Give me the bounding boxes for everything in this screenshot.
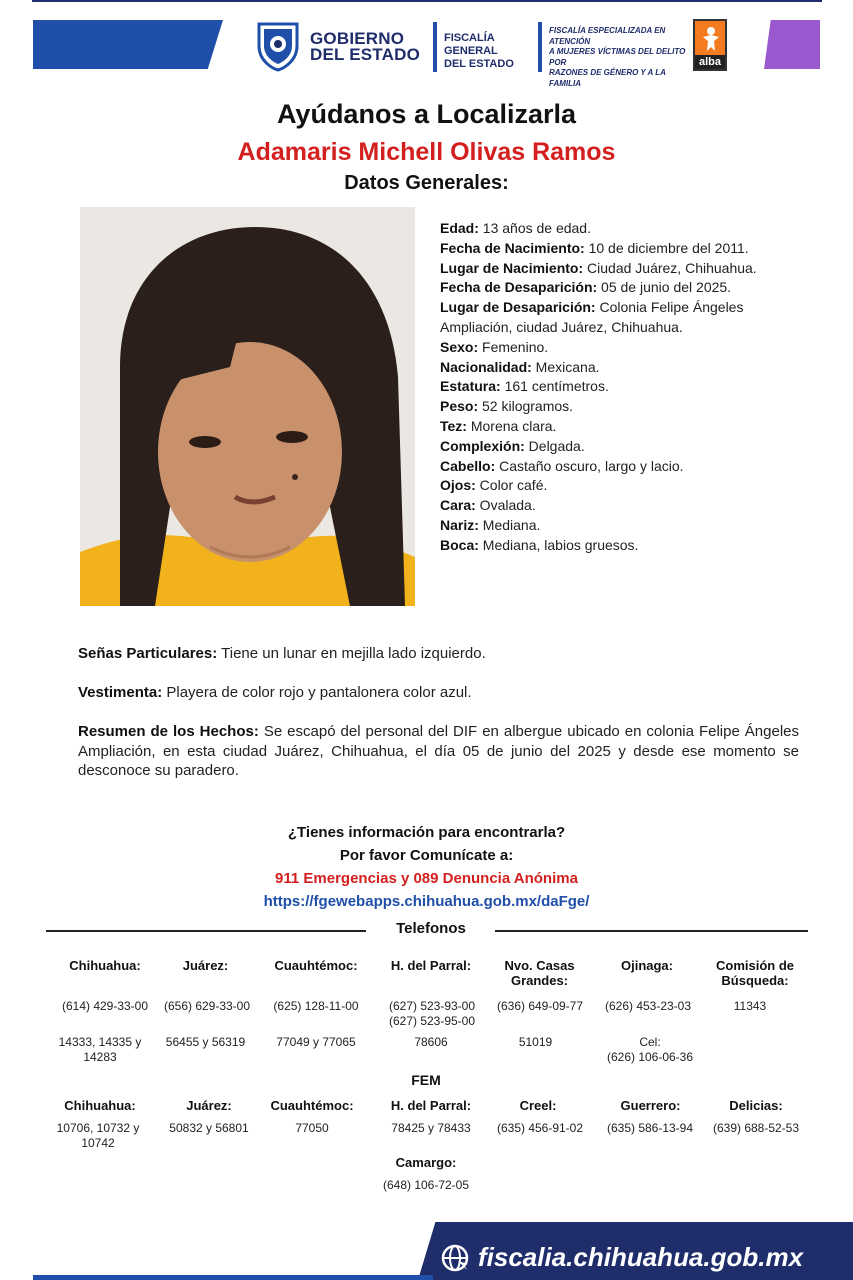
header-divider	[433, 22, 437, 72]
page-title: Ayúdanos a Localizarla	[276, 99, 577, 129]
header-purple-band	[764, 20, 820, 69]
tel-cell: 77049 y 77065	[276, 1035, 356, 1049]
fem-cell: 78425 y 78433	[391, 1121, 471, 1135]
tel-cell: 51019	[518, 1035, 553, 1049]
state-shield-icon	[255, 20, 301, 72]
tel-cell: (626) 453-23-03	[604, 999, 692, 1013]
telefonos-rule-left	[46, 930, 366, 932]
globe-icon	[440, 1243, 470, 1273]
fem-header: Creel:	[519, 1098, 557, 1113]
detail-lugar-desaparicion: Lugar de Desaparición: Colonia Felipe Ángeles Ampliación, ciudad Juárez, Chihuahua.	[440, 299, 744, 335]
senas-particulares: Señas Particulares: Tiene un lunar en mejilla lado izquierdo.	[78, 645, 486, 662]
contact-question: ¿Tienes información para encontrarla?	[287, 824, 566, 841]
tel-header: Comisión de Búsqueda:	[715, 958, 794, 988]
fem-header: H. del Parral:	[390, 1098, 472, 1113]
tel-cell: 11343	[733, 999, 767, 1013]
detail-edad: Edad: 13 años de edad.	[440, 220, 591, 236]
tel-cell: (656) 629-33-00	[163, 999, 251, 1013]
detail-tez: Tez: Morena clara.	[440, 417, 557, 434]
fem-header: Juárez:	[186, 1098, 232, 1113]
tel-header: Chihuahua:	[69, 958, 141, 973]
section-heading: Datos Generales:	[344, 172, 509, 194]
tel-cell: 14333, 14335 y 14283	[58, 1035, 142, 1064]
tel-cell: (614) 429-33-00	[61, 999, 149, 1013]
fem-header: Chihuahua:	[64, 1098, 136, 1113]
top-rule	[32, 0, 822, 2]
detail-estatura: Estatura: 161 centímetros.	[440, 378, 609, 395]
alba-figure-icon	[700, 25, 722, 53]
detail-ojos: Ojos: Color café.	[440, 477, 548, 494]
telefonos-rule-right	[495, 930, 808, 932]
vestimenta: Vestimenta: Playera de color rojo y pantalonera color azul.	[78, 684, 472, 701]
resumen-hechos: Resumen de los Hechos: Se escapó del personal del DIF en albergue ubicado en colonia Felipe Ángeles Ampliación, en esta ciudad Juárez, Chihuahua, el día 05 de junio del 2025 y desde ese momento se desconoce su paradero.	[78, 723, 799, 779]
detail-complexion: Complexión: Delgada.	[440, 437, 585, 454]
tel-cell: (625) 128-11-00	[273, 999, 359, 1013]
detail-nariz: Nariz: Mediana.	[440, 516, 541, 533]
report-link[interactable]: https://fgewebapps.chihuahua.gob.mx/daFge/	[263, 893, 590, 910]
detail-peso: Peso: 52 kilogramos.	[440, 398, 574, 415]
missing-person-photo	[80, 207, 415, 606]
fem-cell: (639) 688-52-53	[712, 1121, 800, 1135]
fem-heading: FEM	[411, 1072, 441, 1088]
detail-cara: Cara: Ovalada.	[440, 497, 536, 514]
detail-cabello: Cabello: Castaño oscuro, largo y lacio.	[440, 457, 684, 474]
detail-fecha-nacimiento: Fecha de Nacimiento: 10 de diciembre del 2011.	[440, 239, 749, 256]
fem-header: Guerrero:	[620, 1098, 681, 1113]
alba-logo: alba	[693, 19, 727, 71]
tel-header: Ojinaga:	[620, 958, 673, 973]
header-blue-band	[33, 20, 223, 69]
fem-cell: 50832 y 56801	[169, 1121, 249, 1135]
detail-nacionalidad: Nacionalidad: Mexicana.	[440, 358, 600, 375]
footer-website[interactable]: fiscalia.chihuahua.gob.mx	[478, 1242, 804, 1272]
footer-stripe	[33, 1275, 433, 1280]
detail-sexo: Sexo: Femenino.	[440, 338, 549, 355]
general-data-list	[440, 219, 780, 556]
detail-boca: Boca: Mediana, labios gruesos.	[440, 536, 639, 553]
tel-header: Nvo. Casas Grandes:	[504, 958, 575, 988]
header-divider	[538, 22, 542, 72]
fem-header: Cuauhtémoc:	[270, 1098, 354, 1113]
emergency-numbers: 911 Emergencias y 089 Denuncia Anónima	[275, 870, 578, 887]
fem-header: Delicias:	[729, 1098, 783, 1113]
fem-cell: 77050	[295, 1121, 329, 1135]
camargo-header: Camargo:	[395, 1155, 457, 1170]
tel-header: Cuauhtémoc:	[274, 958, 358, 973]
camargo-phone: (648) 106-72-05	[382, 1178, 470, 1192]
contact-please: Por favor Comunícate a:	[339, 847, 514, 864]
tel-cell: (636) 649-09-77	[496, 999, 584, 1013]
telefonos-heading: Telefonos	[396, 920, 466, 937]
detail-lugar-nacimiento: Lugar de Nacimiento: Ciudad Juárez, Chihuahua.	[440, 259, 757, 276]
tel-cell: 78606	[414, 1035, 448, 1049]
detail-fecha-desaparicion: Fecha de Desaparición: 05 de junio del 2025.	[440, 279, 732, 296]
tel-cell: Cel: (626) 106-06-36	[606, 1035, 694, 1064]
fem-cell: (635) 586-13-94	[606, 1121, 694, 1135]
tel-cell: (627) 523-93-00 (627) 523-95-00	[388, 999, 476, 1028]
missing-person-name: Adamaris Michell Olivas Ramos	[237, 138, 616, 166]
fem-cell: (635) 456-91-02	[496, 1121, 584, 1135]
tel-cell: 56455 y 56319	[165, 1035, 246, 1049]
tel-header: H. del Parral:	[390, 958, 472, 973]
fiscalia-general-text: FISCALÍA GENERAL DEL ESTADO	[444, 32, 514, 70]
gobierno-logo-text: GOBIERNO DEL ESTADO	[310, 29, 420, 64]
tel-header: Juárez:	[182, 958, 229, 973]
fiscalia-especializada-text: FISCALÍA ESPECIALIZADA EN ATENCIÓN A MUJERES VÍCTIMAS DEL DELITO POR RAZONES DE GÉNERO Y A LA FAMILIA	[549, 26, 686, 88]
fem-cell: 10706, 10732 y 10742	[56, 1121, 140, 1150]
